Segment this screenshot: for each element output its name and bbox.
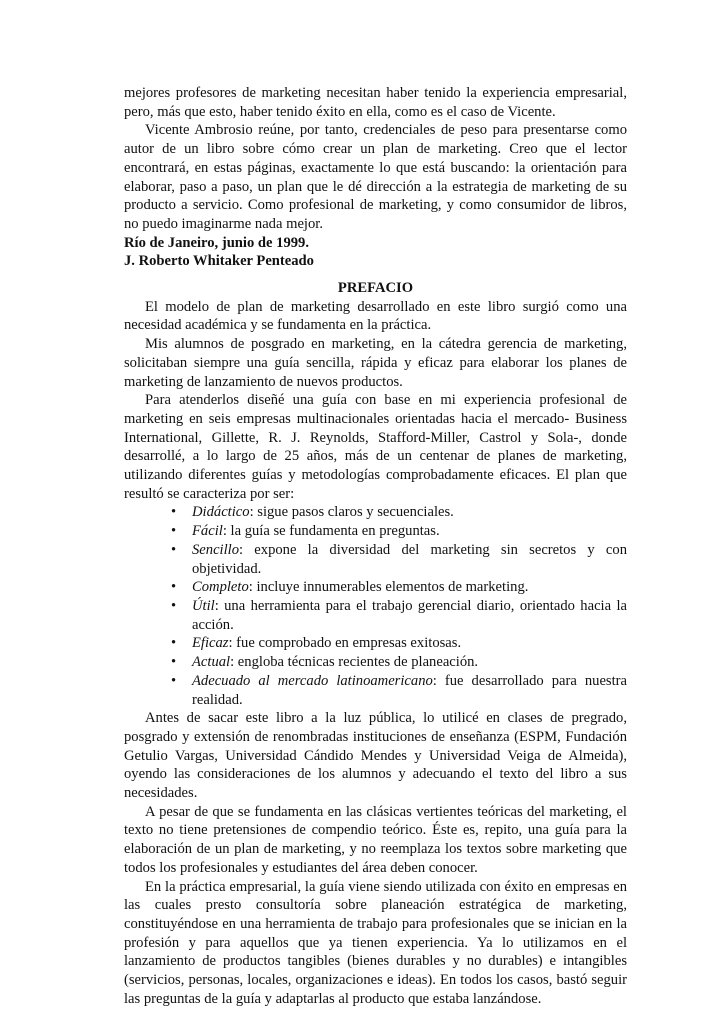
bullet-icon: •	[171, 579, 177, 596]
document-page	[124, 84, 627, 1008]
feature-item	[171, 672, 627, 709]
closing-paragraph-1: Antes de sacar este libro a la luz pública, lo utilicé en clases de pregrado, posgrado y extensión de renombradas instituciones de enseñanza (ESPM, Fundación Getulio Vargas, Universidad Cándido Mendes y Universidad Veiga de Almeida), oyendo las consideraciones de los alumnos y adecuando el texto del libro a sus necesidades.	[124, 710, 627, 802]
feature-desc: : fue comprobado en empresas exitosas.	[228, 635, 462, 652]
bullet-icon: •	[171, 504, 177, 521]
feature-item	[171, 578, 627, 597]
bullet-icon: •	[171, 654, 177, 671]
prefacio-paragraph-2: Mis alumnos de posgrado en marketing, en la cátedra gerencia de marketing, solicitaban siempre una guía sencilla, rápida y eficaz para elaborar los planes de marketing de lanzamiento de nuevos productos.	[124, 336, 627, 390]
signature-author: J. Roberto Whitaker Penteado	[124, 253, 314, 270]
feature-term: Actual	[192, 654, 231, 671]
feature-term: Completo	[192, 579, 249, 596]
section-heading: PREFACIO	[337, 280, 414, 297]
feature-desc: : fue desarrollado para nuestra realidad.	[192, 672, 627, 708]
feature-item	[171, 653, 627, 672]
feature-item	[171, 503, 627, 522]
feature-desc: : una herramienta para el trabajo gerencial diario, orientado hacia la acción.	[192, 597, 627, 633]
feature-desc: : incluye innumerables elementos de marketing.	[248, 579, 529, 596]
feature-term: Adecuado al mercado latinoamericano	[192, 672, 433, 689]
signature-place-date: Río de Janeiro, junio de 1999.	[124, 234, 310, 251]
bullet-icon: •	[171, 541, 177, 558]
closing-paragraph-3: En la práctica empresarial, la guía viene siendo utilizada con éxito en empresas en las cuales presto consultoría sobre planeación estratégica de marketing, constituyéndose en una herramienta de trabajo para profesionales que se inician en la profesión y para aquellos que ya tienen experiencia. Ya lo utilizamos en el lanzamiento de productos tangibles (bienes durables y no durables) e intangibles (servicios, personas, locales, organizaciones e ideas). En todos los casos, bastó seguir las preguntas de la guía y adaptarlas al producto que estaba lanzándose.	[124, 878, 627, 1007]
intro-paragraph-2: Vicente Ambrosio reúne, por tanto, credenciales de peso para presentarse como autor de un libro sobre cómo crear un plan de marketing. Creo que el lector encontrará, en estas páginas, exactamente lo que está buscando: la orientación para elaborar, paso a paso, un plan que le dé dirección a la estrategia de marketing de su producto a servicio. Como profesional de marketing, y como consumidor de libros, no puedo imaginarme nada mejor.	[124, 122, 627, 232]
feature-term: Eficaz	[192, 635, 229, 652]
prefacio-paragraph-1: El modelo de plan de marketing desarrollado en este libro surgió como una necesidad académica y se fundamenta en la práctica.	[124, 298, 627, 334]
bullet-icon: •	[171, 672, 177, 689]
feature-item	[171, 522, 627, 541]
feature-list	[124, 503, 627, 709]
feature-desc: : expone la diversidad del marketing sin secretos y con objetividad.	[192, 541, 627, 577]
feature-desc: : engloba técnicas recientes de planeación.	[230, 654, 479, 671]
feature-desc: : la guía se fundamenta en preguntas.	[222, 523, 440, 540]
feature-item	[171, 541, 627, 578]
bullet-icon: •	[171, 635, 177, 652]
bullet-icon: •	[171, 597, 177, 614]
feature-item	[171, 597, 627, 634]
feature-term: Útil	[192, 597, 215, 614]
feature-term: Sencillo	[192, 541, 240, 558]
prefacio-paragraph-3: Para atenderlos diseñé una guía con base en mi experiencia profesional de marketing en seis empresas multinacionales orientadas hacia el mercado- Business International, Gillette, R. J. Reynolds, Stafford-Miller, Castrol y Sola-, donde desarrollé, a lo largo de 25 años, más de un centenar de planes de marketing, utilizando diferentes guías y metodologías comprobadamente eficaces. El plan que resultó se caracteriza por ser:	[124, 392, 627, 502]
closing-paragraph-2: A pesar de que se fundamenta en las clásicas vertientes teóricas del marketing, el texto no tiene pretensiones de compendio teórico. Éste es, repito, una guía para la elaboración de un plan de marketing, y no reemplaza los textos sobre marketing que todos los profesionales y estudiantes del área deben conocer.	[124, 803, 627, 876]
feature-term: Didáctico	[192, 504, 250, 521]
intro-paragraph-1: mejores profesores de marketing necesitan haber tenido la experiencia empresarial, pero, más que esto, haber tenido éxito en ella, como es el caso de Vicente.	[124, 85, 627, 120]
feature-desc: : sigue pasos claros y secuenciales.	[249, 504, 454, 521]
feature-item	[171, 634, 627, 653]
bullet-icon: •	[171, 523, 177, 540]
feature-term: Fácil	[192, 523, 223, 540]
